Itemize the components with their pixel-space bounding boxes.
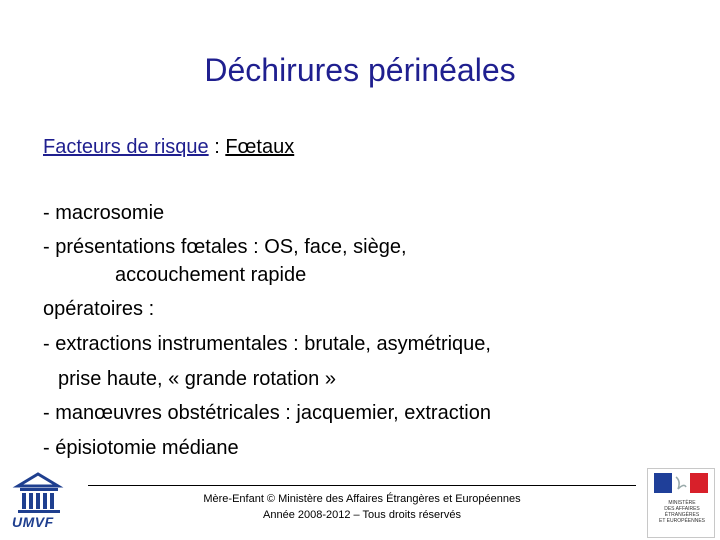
- risk-factors-link[interactable]: Facteurs de risque: [43, 136, 209, 158]
- ministry-name: MINISTÈRE DES AFFAIRES ÉTRANGÈRES ET EUROPÉENNES: [658, 500, 706, 524]
- umvf-label: UMVF: [12, 514, 54, 530]
- bullet-macrosomia: - macrosomie: [43, 202, 165, 224]
- footer-copyright: Mère-Enfant © Ministère des Affaires Étrangères et Européennes: [203, 493, 521, 505]
- operative-heading: opératoires :: [43, 298, 155, 320]
- bullet-median-episiotomy: - épisiotomie médiane: [43, 437, 239, 459]
- slide-title: Déchirures périnéales: [204, 52, 516, 88]
- french-flag-icon: [648, 469, 714, 499]
- bullet-high-position: prise haute, « grande rotation »: [58, 368, 336, 390]
- subtitle: [43, 136, 294, 159]
- footer-divider: [88, 485, 636, 486]
- bullet-obstetric-maneuvers: - manœuvres obstétricales : jacquemier, extraction: [43, 402, 491, 424]
- subtitle-separator: :: [208, 136, 226, 158]
- fetal-label: Fœtaux: [225, 136, 295, 158]
- bullet-instrumental-extractions: - extractions instrumentales : brutale, asymétrique,: [43, 333, 491, 355]
- bullet-fetal-presentations: - présentations fœtales : OS, face, siège,: [43, 236, 407, 258]
- bullet-rapid-delivery: accouchement rapide: [115, 264, 307, 286]
- footer-years: Année 2008-2012 – Tous droits réservés: [263, 509, 461, 521]
